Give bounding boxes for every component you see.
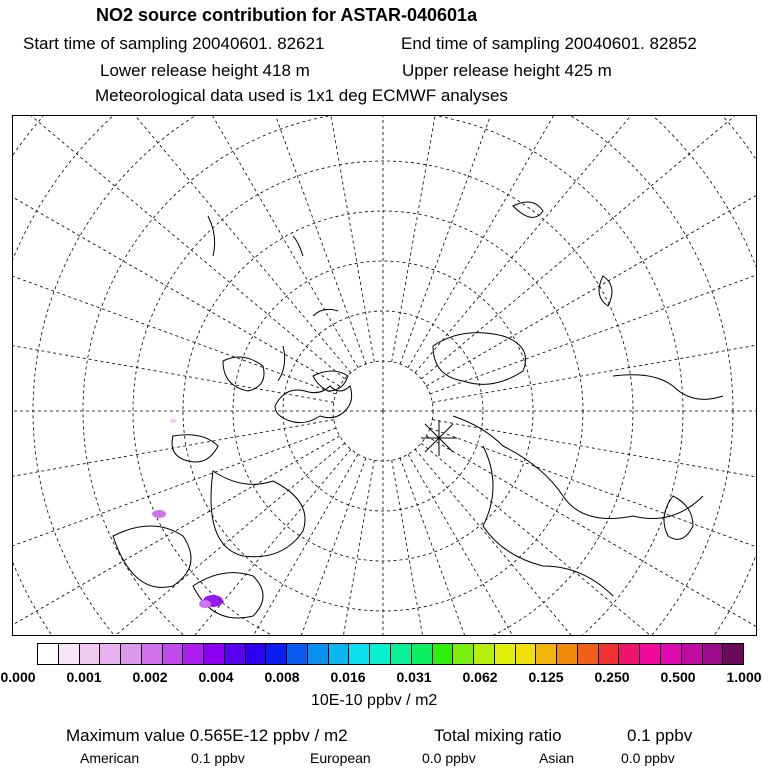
lower-height-label: Lower release height 418 m xyxy=(100,61,310,80)
color-legend-tick-label: 0.016 xyxy=(330,669,366,685)
european-label: European xyxy=(310,750,371,766)
color-swatch xyxy=(329,644,350,664)
color-swatch xyxy=(142,644,163,664)
color-swatch xyxy=(453,644,474,664)
color-legend-tick-label: 0.062 xyxy=(462,669,498,685)
upper-height-label: Upper release height 425 m xyxy=(402,61,612,80)
color-swatch xyxy=(204,644,225,664)
color-swatch xyxy=(682,644,703,664)
color-swatch xyxy=(308,644,329,664)
start-time-label: Start time of sampling 20040601. 82621 xyxy=(23,34,325,53)
american-value: 0.1 ppbv xyxy=(191,750,245,766)
meridian-line xyxy=(13,436,340,636)
color-swatch xyxy=(349,644,370,664)
meridian-line xyxy=(426,116,757,386)
color-swatch xyxy=(578,644,599,664)
meridian-line xyxy=(421,116,757,379)
color-legend-unit: 10E-10 ppbv / m2 xyxy=(311,692,438,709)
color-swatch xyxy=(474,644,495,664)
color-swatch xyxy=(391,644,412,664)
color-swatch xyxy=(225,644,246,664)
meridian-line xyxy=(13,116,345,379)
meridian-line xyxy=(408,116,757,368)
asian-label: Asian xyxy=(539,750,575,766)
meridian-line xyxy=(244,116,374,362)
color-legend-tick-label: 0.250 xyxy=(594,669,630,685)
meridian-line xyxy=(13,428,336,636)
total-mixing-value: 0.1 ppbv xyxy=(627,726,693,745)
meridian-line xyxy=(244,460,374,636)
european-value: 0.0 ppbv xyxy=(422,750,476,766)
color-swatch xyxy=(38,644,59,664)
meridian-line xyxy=(392,116,522,362)
color-legend-tick-label: 0.125 xyxy=(528,669,564,685)
color-legend-tick-label: 0.500 xyxy=(660,669,696,685)
color-swatch xyxy=(619,644,640,664)
max-value-label: Maximum value 0.565E-12 ppbv / m2 xyxy=(66,726,348,745)
color-swatch xyxy=(536,644,557,664)
color-swatch xyxy=(640,644,661,664)
polar-map xyxy=(12,115,757,636)
color-swatch xyxy=(412,644,433,664)
color-swatch xyxy=(80,644,101,664)
color-swatch xyxy=(183,644,204,664)
meridian-line xyxy=(432,272,757,402)
color-swatch xyxy=(163,644,184,664)
meridian-line xyxy=(13,116,351,373)
release-site-marker xyxy=(421,420,457,456)
color-legend-tick-label: 0.001 xyxy=(66,669,102,685)
end-time-label: End time of sampling 20040601. 82852 xyxy=(401,34,697,53)
color-swatch xyxy=(246,644,267,664)
meridian-line xyxy=(400,458,657,636)
meridian-line xyxy=(109,458,366,636)
color-legend-tick-label: 1.000 xyxy=(726,669,762,685)
meridian-line xyxy=(13,454,358,636)
color-legend-tick-label: 0.000 xyxy=(0,669,36,685)
meridian-line xyxy=(13,449,351,636)
meridian-line xyxy=(415,449,757,636)
color-swatch xyxy=(495,644,516,664)
meridian-line xyxy=(13,443,345,636)
map-title: NO2 source contribution for ASTAR-040601a xyxy=(96,5,478,25)
color-swatch xyxy=(121,644,142,664)
coastlines xyxy=(113,202,723,618)
color-legend-tick-label: 0.031 xyxy=(396,669,432,685)
map-canvas xyxy=(13,116,757,636)
color-swatch xyxy=(100,644,121,664)
color-legend-tick-label: 0.008 xyxy=(264,669,300,685)
total-mixing-label: Total mixing ratio xyxy=(434,726,562,745)
color-swatch xyxy=(661,644,682,664)
color-legend-tick-label: 0.002 xyxy=(132,669,168,685)
color-swatch xyxy=(433,644,454,664)
color-swatch xyxy=(287,644,308,664)
meridian-line xyxy=(430,428,757,636)
asian-value: 0.0 ppbv xyxy=(621,750,675,766)
color-legend-tick-label: 0.004 xyxy=(198,669,234,685)
meridian-line xyxy=(13,272,334,402)
color-swatch xyxy=(516,644,537,664)
meridian-line xyxy=(426,436,757,636)
color-swatch xyxy=(370,644,391,664)
meridian-line xyxy=(415,116,757,373)
meridian-line xyxy=(408,454,757,636)
met-data-label: Meteorological data used is 1x1 deg ECMWF analyses xyxy=(95,86,508,105)
color-swatch xyxy=(723,644,743,664)
color-swatch xyxy=(557,644,578,664)
meridian-line xyxy=(421,443,757,636)
color-swatch xyxy=(703,644,724,664)
meridian-line xyxy=(13,137,336,394)
meridian-line xyxy=(392,460,522,636)
meridian-line xyxy=(13,116,358,368)
color-swatch xyxy=(599,644,620,664)
color-swatch xyxy=(266,644,287,664)
color-swatch xyxy=(59,644,80,664)
american-label: American xyxy=(80,750,140,766)
color-legend-bar xyxy=(37,643,744,665)
meridian-line xyxy=(432,420,757,550)
